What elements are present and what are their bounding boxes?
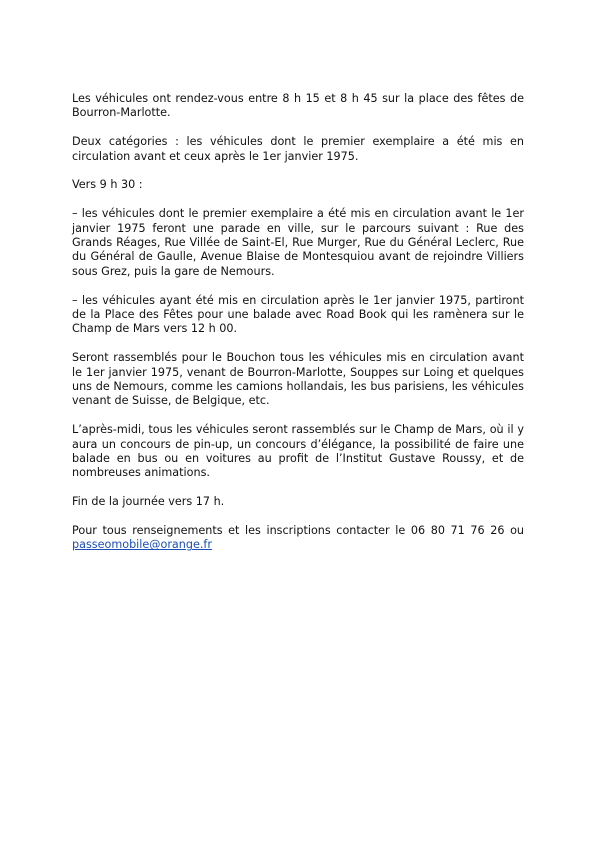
paragraph-time-heading: Vers 9 h 30 : xyxy=(72,178,143,192)
paragraph-contact xyxy=(72,524,524,553)
paragraph-bouchon-gathering: Seront rassemblés pour le Bouchon tous les véhicules mis en circulation avant le 1er janvier 1975, venant de Bourron-Marlotte, Souppes sur Loing et quelques uns de Nemours, comme les camions hollandais, les bus parisiens, les véhicules venant de Suisse, de Belgique, etc. xyxy=(72,351,524,408)
paragraph-parade-route: – les véhicules dont le premier exemplaire a été mis en circulation avant le 1er janvier 1975 feront une parade en ville, sur le parcours suivant : Rue des Grands Réages, Rue Villée de Saint-El, Rue Murger, Rue du Général Leclerc, Rue du Général de Gaulle, Avenue Blaise de Montesquiou avant de rejoindre Villiers sous Grez, puis la gare de Nemours. xyxy=(72,207,524,278)
contact-text: Pour tous renseignements et les inscriptions contacter le 06 80 71 76 26 ou xyxy=(72,524,524,538)
paragraph-afternoon-activities: L’après-midi, tous les véhicules seront rassemblés sur le Champ de Mars, où il y aura un concours de pin-up, un concours d’élégance, la possibilité de faire une balade en bus ou en voitures au profit de l’Institut Gustave Roussy, et de nombreuses animations. xyxy=(72,423,524,480)
paragraph-end-of-day: Fin de la journée vers 17 h. xyxy=(72,495,225,509)
paragraph-road-book-ride: – les véhicules ayant été mis en circulation après le 1er janvier 1975, partiront de la Place des Fêtes pour une balade avec Road Book qui les ramènera sur le Champ de Mars vers 12 h 00. xyxy=(72,293,524,336)
document-body xyxy=(72,92,524,553)
paragraph-categories: Deux catégories : les véhicules dont le premier exemplaire a été mis en circulation avant et ceux après le 1er janvier 1975. xyxy=(72,135,524,163)
paragraph-meeting-time: Les véhicules ont rendez-vous entre 8 h 15 et 8 h 45 sur la place des fêtes de Bourron-Marlotte. xyxy=(72,92,524,120)
contact-email-link[interactable]: passeomobile@orange.fr xyxy=(72,538,212,552)
